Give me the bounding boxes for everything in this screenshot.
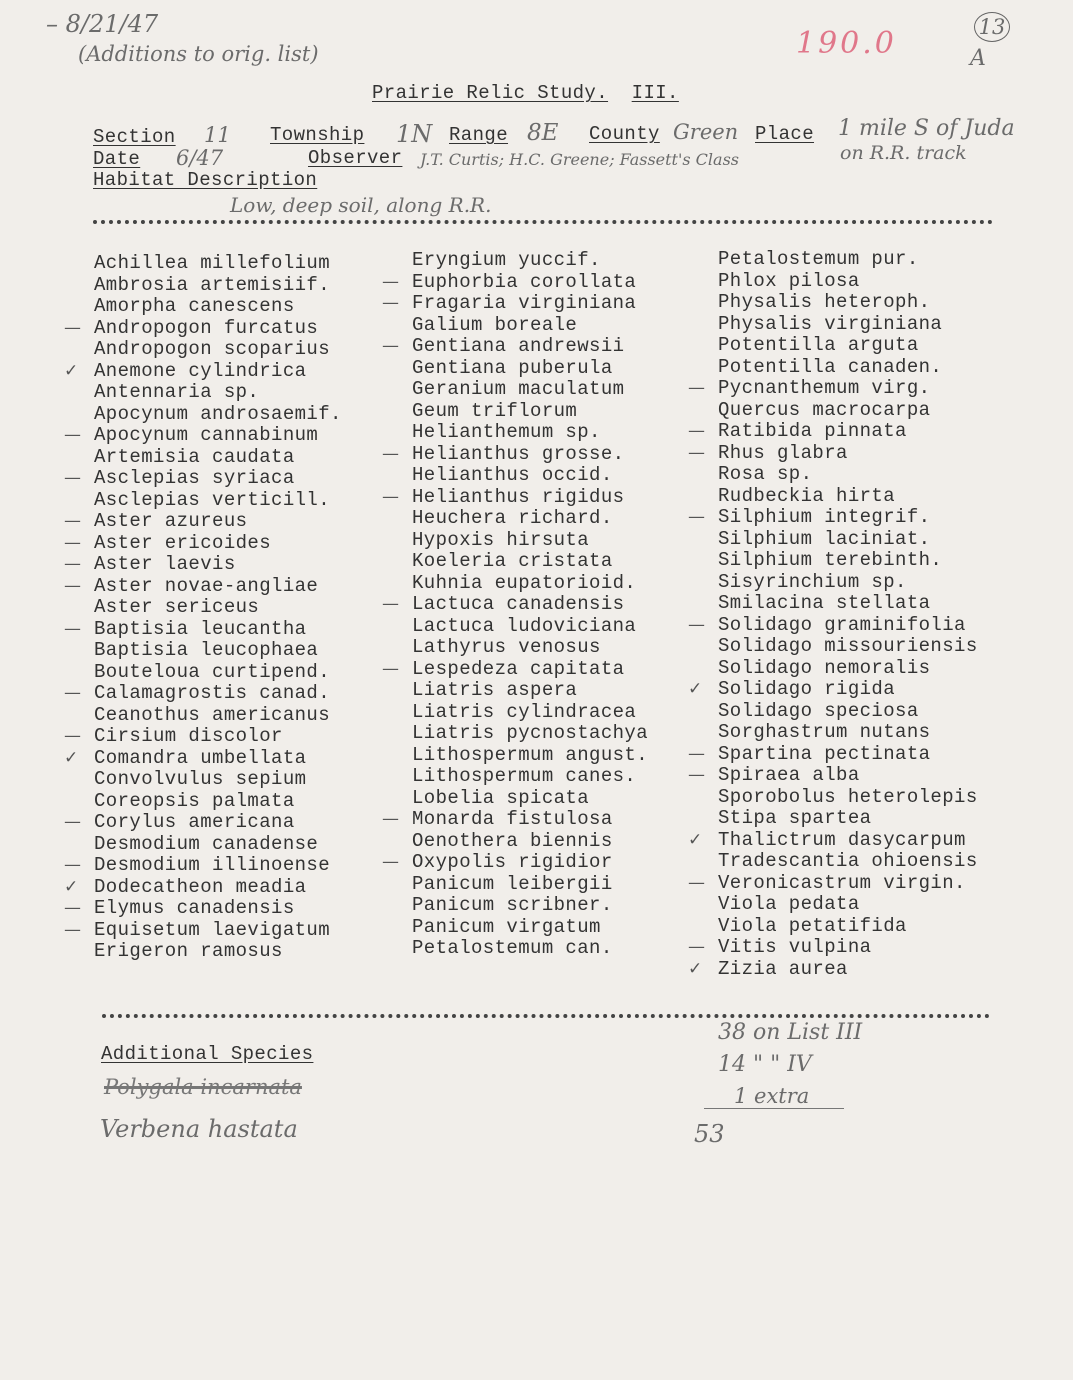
species-row [382,485,648,509]
species-name: Calamagrostis canad. [94,682,331,704]
species-row [412,680,648,702]
species-name: Lithospermum canes. [412,765,637,787]
species-name: Gentiana puberula [412,356,613,379]
species-name: Baptisia leucantha [94,617,307,640]
species-row [688,936,978,959]
species-row [718,658,978,680]
species-row [94,769,342,791]
species-name: Pycnanthemum virg. [718,377,931,399]
species-name: Apocynum androsaemif. [94,402,342,425]
species-name: Equisetum laevigatum [94,918,331,941]
dash-mark: — [64,919,82,940]
species-name: Solidago nemoralis [718,656,931,679]
dash-mark: — [688,872,706,893]
species-row [412,895,648,917]
species-row [412,250,648,272]
date-value: 6/47 [176,146,224,170]
species-row [94,640,342,662]
dash-mark: — [64,575,82,596]
species-row [718,894,978,916]
dash-mark: — [64,532,82,553]
species-row [94,597,342,619]
species-name: Geranium maculatum [412,378,625,400]
range-label: Range [449,124,509,146]
red-number: 190.0 [796,26,897,61]
checkmark-icon: ✓ [64,876,79,897]
species-row [718,529,978,551]
species-name: Bouteloua curtipend. [94,660,331,683]
species-row [412,831,648,853]
checkmark-icon: ✓ [64,747,79,768]
species-name: Fragaria virginiana [412,292,637,314]
species-name: Artemisia caudata [94,445,295,468]
observer-value: J.T. Curtis; H.C. Greene; Fassett's Class [420,150,739,169]
dash-mark: — [382,271,400,292]
species-name: Ratibida pinnata [718,420,907,442]
species-row [718,701,978,723]
species-row [412,788,648,810]
species-name: Amorpha canescens [94,295,295,317]
species-row [64,531,342,555]
species-name: Lobelia spicata [412,786,590,809]
species-name: Euphorbia corollata [412,270,637,293]
species-row [718,787,978,809]
place-value-line2: on R.R. track [840,142,967,164]
dash-mark: — [64,618,82,639]
page-title [372,82,679,104]
dash-mark: — [688,421,706,441]
species-row [688,764,978,787]
species-name: Silphium integrif. [718,506,931,528]
species-row [718,400,978,422]
species-name: Petalostemum pur. [718,248,919,270]
dash-mark: — [64,511,82,531]
species-row [94,339,342,361]
species-row [382,270,648,294]
dash-mark: — [382,336,400,356]
species-row [94,791,342,813]
species-row [412,508,648,530]
species-name: Smilacina stellata [718,592,931,614]
species-name: Apocynum cannabinum [94,424,319,446]
species-name: Ceanothus americanus [94,703,331,726]
species-row [688,678,978,701]
species-row [94,490,342,512]
dash-mark: — [64,855,82,875]
species-row [64,359,342,383]
species-name: Coreopsis palmata [94,789,295,812]
date-note: – 8/21/47 [46,10,159,38]
species-name: Solidago graminifolia [718,613,966,636]
species-name: Anemone cylindrica [94,359,307,382]
dash-mark: — [382,852,400,872]
dash-mark: — [382,486,400,507]
circled-page-number: 13 [974,12,1010,42]
species-row [718,486,978,508]
species-name: Kuhnia eupatorioid. [412,571,637,594]
date-label: Date [93,148,141,170]
dash-mark: — [688,614,706,635]
dash-mark: — [64,468,82,488]
species-name: Lithospermum angust. [412,743,649,766]
species-row [64,897,342,920]
tally-line-2: 14 " " IV [718,1052,812,1077]
species-name: Aster sericeus [94,596,260,618]
species-row [718,271,978,293]
species-row [718,636,978,658]
species-name: Aster azureus [94,510,248,532]
species-name: Phlox pilosa [718,269,860,292]
species-name: Achillea millefolium [94,252,331,274]
species-name: Geum triflorum [412,399,578,422]
county-label: County [589,123,660,145]
species-row [718,292,978,314]
species-row [718,314,978,336]
species-row [412,616,648,638]
species-name: Hypoxis hirsuta [412,528,590,551]
species-name: Viola pedata [718,893,860,915]
county-value: Green [673,120,739,144]
species-row [64,574,342,598]
dotted-divider-bottom [102,1014,990,1018]
dash-mark: — [64,425,82,445]
species-row [64,875,342,899]
species-name: Panicum virgatum [412,915,601,938]
species-column-2 [382,249,649,960]
title-text: Prairie Relic Study. [372,82,609,104]
species-row [64,553,342,576]
species-name: Aster ericoides [94,531,272,554]
species-row [382,335,648,358]
species-name: Helianthemum sp. [412,421,601,443]
species-name: Oxypolis rigidior [412,851,613,873]
species-column-3 [688,248,978,980]
habitat-label: Habitat Description [93,169,318,191]
dash-mark: — [688,765,706,785]
species-name: Panicum scribner. [412,894,613,916]
species-name: Solidago speciosa [718,699,919,722]
species-name: Andropogon furcatus [94,316,319,339]
species-name: Heuchera richard. [412,507,613,529]
title-roman: III. [631,82,679,104]
dash-mark: — [64,554,82,574]
species-row [94,834,342,856]
species-name: Desmodium illinoense [94,854,331,876]
struck-species-entry: Polygala incarnata [104,1075,302,1099]
species-row [382,593,648,616]
species-row [64,746,342,770]
township-label: Township [270,124,365,146]
species-name: Helianthus occid. [412,464,613,486]
species-row [412,745,648,767]
species-row [94,662,342,684]
species-name: Petalostemum can. [412,937,613,959]
species-name: Liatris pycnostachya [412,722,649,744]
species-row [688,957,978,981]
dash-mark: — [64,317,82,338]
species-row [688,742,978,766]
species-name: Spartina pectinata [718,742,931,765]
dash-mark: — [64,898,82,918]
species-name: Liatris cylindracea [412,700,637,723]
tally-total: 53 [694,1120,725,1148]
species-name: Cirsium discolor [94,725,283,747]
species-name: Dodecatheon meadia [94,875,307,898]
species-row [412,874,648,896]
species-name: Solidago rigida [718,678,896,700]
species-name: Potentilla arguta [718,334,919,356]
species-row [412,766,648,788]
species-row [412,723,648,745]
species-name: Lactuca ludoviciana [412,614,637,637]
species-row [382,292,648,315]
dash-mark: — [688,442,706,463]
species-name: Vitis vulpina [718,936,872,958]
range-value: 8E [527,120,559,146]
species-name: Desmodium canadense [94,832,319,855]
species-row [412,422,648,444]
checkmark-icon: ✓ [688,958,703,979]
species-row [94,253,342,275]
species-row [718,593,978,615]
species-name: Solidago missouriensis [718,635,978,657]
dash-mark: — [382,443,400,464]
dash-mark: — [382,293,400,313]
page-letter: A [970,46,986,71]
species-row [64,316,342,340]
species-name: Aster novae-angliae [94,574,319,597]
species-name: Corylus americana [94,811,295,833]
township-value: 1N [396,120,433,148]
species-row [688,441,978,465]
dash-mark: — [382,809,400,829]
species-name: Asclepias verticill. [94,488,331,511]
dotted-divider-top [93,220,993,224]
species-name: Ambrosia artemisiif. [94,273,331,296]
species-row [688,377,978,400]
species-row [688,613,978,637]
species-row [412,379,648,401]
species-row [718,249,978,271]
species-name: Tradescantia ohioensis [718,850,978,872]
species-row [718,550,978,572]
species-name: Silphium terebinth. [718,549,943,571]
species-row [94,705,342,727]
species-row [412,315,648,337]
species-row [412,637,648,659]
species-name: Rudbeckia hirta [718,484,896,507]
species-column-1 [64,252,342,963]
species-row [412,573,648,595]
dash-mark: — [64,812,82,832]
species-name: Baptisia leucophaea [94,639,319,661]
species-name: Aster laevis [94,553,236,575]
additional-species-entry: Verbena hastata [100,1115,298,1143]
dash-mark: — [382,658,400,679]
species-name: Gentiana andrewsii [412,335,625,357]
species-row [688,828,978,852]
species-name: Zizia aurea [718,957,848,980]
species-row [718,464,978,486]
species-row [688,506,978,529]
species-name: Comandra umbellata [94,746,307,769]
species-name: Sporobolus heterolepis [718,785,978,808]
dash-mark: — [64,726,82,746]
species-row [412,465,648,487]
species-name: Quercus macrocarpa [718,398,931,421]
species-row [718,722,978,744]
place-value-line1: 1 mile S of Juda [838,116,1015,141]
species-name: Helianthus grosse. [412,442,625,465]
species-row [64,467,342,490]
species-row [94,382,342,404]
species-name: Helianthus rigidus [412,485,625,508]
species-name: Eryngium yuccif. [412,249,601,271]
dash-mark: — [382,594,400,614]
species-row [718,335,978,357]
species-name: Liatris aspera [412,679,578,701]
checkmark-icon: ✓ [688,679,703,699]
species-name: Lespedeza capitata [412,657,625,680]
species-row [382,808,648,831]
species-row [412,938,648,960]
species-row [412,401,648,423]
species-row [412,917,648,939]
species-name: Galium boreale [412,313,578,336]
dash-mark: — [688,937,706,957]
species-name: Silphium laciniat. [718,527,931,550]
place-label: Place [755,123,815,145]
species-row [718,357,978,379]
species-row [64,617,342,641]
species-name: Lathyrus venosus [412,636,601,658]
species-row [64,725,342,748]
species-row [94,275,342,297]
species-row [412,358,648,380]
species-row [64,854,342,877]
species-name: Convolvulus sepium [94,768,307,790]
species-row [64,424,342,447]
species-name: Erigeron ramosus [94,940,283,962]
species-name: Physalis virginiana [718,312,943,335]
section-label: Section [93,126,176,148]
species-name: Potentilla canaden. [718,355,943,378]
species-name: Antennaria sp. [94,381,260,403]
species-name: Andropogon scoparius [94,338,331,360]
species-row [382,851,648,874]
species-row [688,871,978,895]
species-row [718,808,978,830]
species-name: Veronicastrum virgin. [718,871,966,894]
species-row [688,420,978,443]
checkmark-icon: ✓ [688,829,703,850]
species-name: Rhus glabra [718,441,848,464]
species-row [382,442,648,466]
species-name: Asclepias syriaca [94,467,295,489]
species-row [94,447,342,469]
dash-mark: — [688,743,706,764]
species-row [412,551,648,573]
species-row [412,702,648,724]
additional-species-label: Additional Species [101,1043,314,1065]
section-value: 11 [204,123,231,147]
species-row [382,657,648,681]
species-name: Panicum leibergii [412,872,613,895]
species-name: Physalis heteroph. [718,291,931,313]
dash-mark: — [688,378,706,398]
additions-note: (Additions to orig. list) [78,42,319,66]
species-row [718,851,978,873]
species-name: Stipa spartea [718,807,872,829]
species-row [64,682,342,705]
species-row [718,916,978,938]
species-row [412,530,648,552]
observer-label: Observer [308,147,403,169]
tally-line-3: 1 extra [704,1084,844,1109]
species-name: Rosa sp. [718,463,813,485]
checkmark-icon: ✓ [64,360,79,381]
habitat-value: Low, deep soil, along R.R. [230,193,492,217]
species-name: Elymus canadensis [94,897,295,919]
species-row [64,510,342,533]
species-name: Sorghastrum nutans [718,721,931,743]
species-name: Monarda fistulosa [412,808,613,830]
dash-mark: — [688,507,706,527]
species-row [94,296,342,318]
species-row [64,918,342,942]
species-row [94,941,342,963]
species-name: Oenothera biennis [412,829,613,852]
species-row [94,404,342,426]
species-row [718,572,978,594]
dash-mark: — [64,683,82,703]
species-row [64,811,342,834]
species-name: Spiraea alba [718,764,860,786]
species-name: Viola petatifida [718,914,907,937]
species-name: Koeleria cristata [412,550,613,572]
species-name: Sisyrinchium sp. [718,570,907,593]
species-name: Thalictrum dasycarpum [718,828,966,851]
species-name: Lactuca canadensis [412,593,625,615]
tally-line-1: 38 on List III [718,1020,863,1045]
